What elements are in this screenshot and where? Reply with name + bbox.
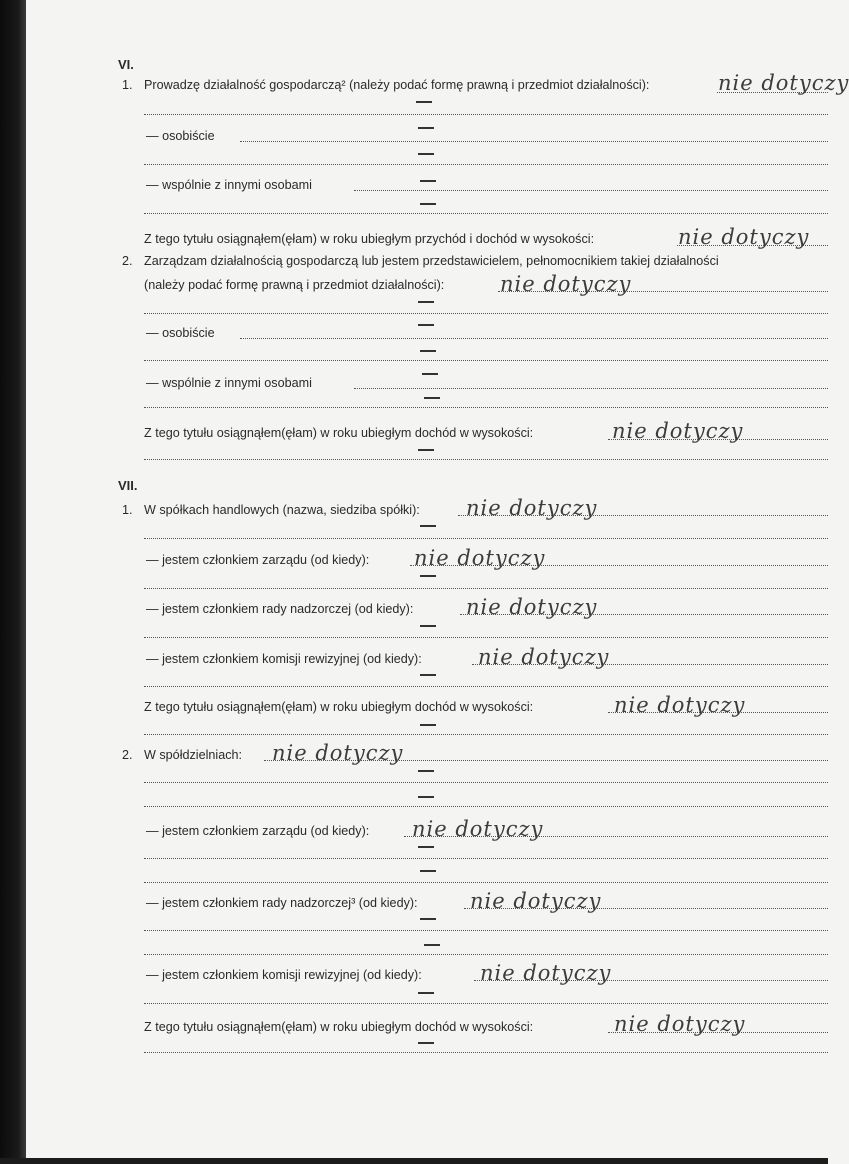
answer-line <box>144 213 828 214</box>
vii-item1-supervisory-label: — jestem członkiem rady nadzorczej (od kiedy): <box>146 602 414 616</box>
vi-item1-text: Prowadzę działalność gospodarczą² (należy podać formę prawną i przedmiot działalności): <box>144 78 650 92</box>
vii-item1-income-label: Z tego tytułu osiągnąłem(ęłam) w roku ubiegłym dochód w wysokości: <box>144 700 534 714</box>
vii-item1-audit-answer: nie dotyczy <box>478 645 610 669</box>
dash-mark <box>420 625 436 627</box>
answer-line <box>464 908 828 909</box>
answer-line <box>240 141 828 142</box>
answer-line <box>144 686 828 687</box>
answer-line <box>144 313 828 314</box>
dash-mark <box>418 127 434 129</box>
answer-line <box>144 954 828 955</box>
answer-line <box>144 637 828 638</box>
dash-mark <box>418 324 434 326</box>
answer-line <box>144 588 828 589</box>
dash-mark <box>418 153 434 155</box>
answer-line <box>404 836 828 837</box>
answer-line <box>144 782 828 783</box>
vi-item2-income-label: Z tego tytułu osiągnąłem(ęłam) w roku ubiegłym dochód w wysokości: <box>144 426 534 440</box>
answer-line <box>144 114 828 115</box>
dash-mark <box>424 397 440 399</box>
vi-item1-answer: nie dotyczy <box>718 71 849 95</box>
vii-item1-income-answer: nie dotyczy <box>614 693 746 717</box>
answer-line <box>608 439 828 440</box>
answer-line <box>144 360 828 361</box>
vi-item1-income-label: Z tego tytułu osiągnąłem(ęłam) w roku ubiegłym przychód i dochód w wysokości: <box>144 232 595 246</box>
vii-item2-supervisory-label: — jestem członkiem rady nadzorczej³ (od kiedy): <box>146 896 418 910</box>
vii-item2-supervisory-answer: nie dotyczy <box>470 889 602 913</box>
answer-line <box>608 1032 828 1033</box>
dash-mark <box>418 770 434 772</box>
vii-item2-income-label: Z tego tytułu osiągnąłem(ęłam) w roku ubiegłym dochód w wysokości: <box>144 1020 534 1034</box>
vii-item2-board-answer: nie dotyczy <box>412 817 544 841</box>
dash-mark <box>418 449 434 451</box>
answer-line <box>144 882 828 883</box>
vii-item2-answer: nie dotyczy <box>272 741 404 765</box>
dash-mark <box>420 674 436 676</box>
answer-line <box>144 164 828 165</box>
answer-line <box>354 190 828 191</box>
answer-line <box>240 338 828 339</box>
vii-item1-audit-label: — jestem członkiem komisji rewizyjnej (od kiedy): <box>146 652 422 666</box>
vii-item2-audit-answer: nie dotyczy <box>480 961 612 985</box>
answer-line <box>460 614 828 615</box>
dash-mark <box>420 918 436 920</box>
vi-item2-joint-label: — wspólnie z innymi osobami <box>146 376 312 390</box>
vi-item2-personal-label: — osobiście <box>146 326 215 340</box>
answer-line <box>498 291 828 292</box>
vii-item2-number: 2. <box>122 748 133 762</box>
dash-mark <box>422 373 438 375</box>
vii-item2-income-answer: nie dotyczy <box>614 1012 746 1036</box>
answer-line <box>677 245 828 246</box>
dash-mark <box>420 724 436 726</box>
answer-line <box>264 760 828 761</box>
dash-mark <box>418 846 434 848</box>
vii-item2-text: W spółdzielniach: <box>144 748 242 762</box>
vi-item2-text-line2: (należy podać formę prawną i przedmiot działalności): <box>144 278 445 292</box>
vii-item1-supervisory-answer: nie dotyczy <box>466 595 598 619</box>
answer-line <box>458 515 828 516</box>
vi-item2-text-line1: Zarządzam działalnością gospodarczą lub jestem przedstawicielem, pełnomocnikiem takiej działalności <box>144 254 719 268</box>
dash-mark <box>420 575 436 577</box>
vii-item1-text: W spółkach handlowych (nazwa, siedziba spółki): <box>144 503 420 517</box>
dash-mark <box>420 203 436 205</box>
answer-line <box>717 92 828 93</box>
answer-line <box>144 459 828 460</box>
vi-item1-joint-label: — wspólnie z innymi osobami <box>146 178 312 192</box>
scan-edge <box>0 0 26 1164</box>
answer-line <box>144 930 828 931</box>
dash-mark <box>418 1042 434 1044</box>
dash-mark <box>418 301 434 303</box>
vi-item2-income-answer: nie dotyczy <box>612 419 744 443</box>
answer-line <box>608 712 828 713</box>
dash-mark <box>420 525 436 527</box>
vi-item1-number: 1. <box>122 78 133 92</box>
dash-mark <box>418 992 434 994</box>
answer-line <box>144 538 828 539</box>
vii-item1-board-label: — jestem członkiem zarządu (od kiedy): <box>146 553 370 567</box>
dash-mark <box>418 796 434 798</box>
dash-mark <box>416 101 432 103</box>
dash-mark <box>420 350 436 352</box>
section-vii-label: VII. <box>118 478 138 493</box>
answer-line <box>472 664 828 665</box>
dash-mark <box>424 944 440 946</box>
answer-line <box>144 407 828 408</box>
vi-item2-number: 2. <box>122 254 133 268</box>
answer-line <box>144 858 828 859</box>
answer-line <box>144 806 828 807</box>
answer-line <box>354 388 828 389</box>
answer-line <box>410 565 828 566</box>
vi-item1-personal-label: — osobiście <box>146 129 215 143</box>
section-vi-label: VI. <box>118 57 134 72</box>
vii-item1-number: 1. <box>122 503 133 517</box>
answer-line <box>144 1003 828 1004</box>
vii-item2-board-label: — jestem członkiem zarządu (od kiedy): <box>146 824 370 838</box>
vii-item1-answer: nie dotyczy <box>466 496 598 520</box>
answer-line <box>144 734 828 735</box>
vi-item1-income-answer: nie dotyczy <box>678 225 810 249</box>
vi-item2-answer: nie dotyczy <box>500 272 632 296</box>
dash-mark <box>420 870 436 872</box>
vii-item2-audit-label: — jestem członkiem komisji rewizyjnej (od kiedy): <box>146 968 422 982</box>
vii-item1-board-answer: nie dotyczy <box>414 546 546 570</box>
answer-line <box>144 1052 828 1053</box>
answer-line <box>474 980 828 981</box>
scan-edge-bottom <box>0 1158 828 1164</box>
dash-mark <box>420 180 436 182</box>
